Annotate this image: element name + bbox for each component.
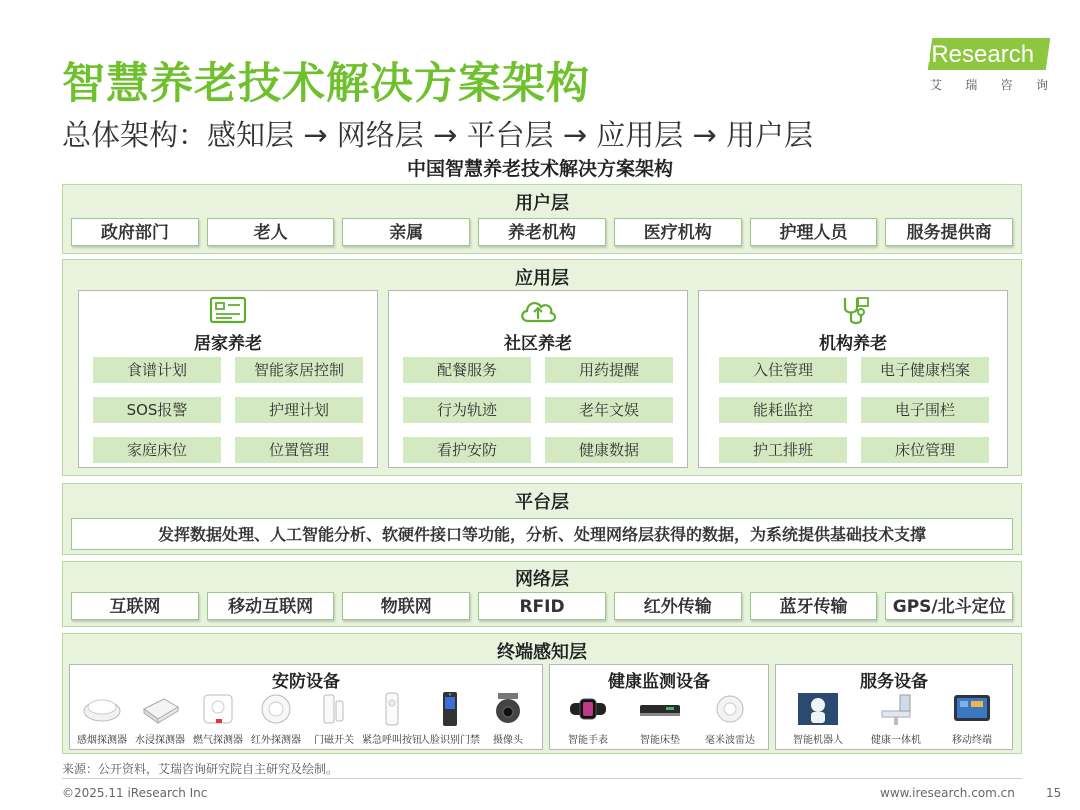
app-item: 看护安防 [403, 437, 531, 463]
app-item: 能耗监控 [719, 397, 847, 423]
app-item: 行为轨迹 [403, 397, 531, 423]
stethoscope-icon [833, 295, 873, 327]
gas-detector-icon [196, 691, 240, 727]
diagram-title: 中国智慧养老技术解决方案架构 [406, 158, 673, 180]
user-item: 服务提供商 [885, 218, 1013, 246]
network-layer [62, 561, 1022, 627]
network-item: 蓝牙传输 [750, 592, 878, 620]
app-item: 老年文娱 [545, 397, 673, 423]
device-item [362, 691, 422, 746]
radar-icon [708, 691, 752, 727]
app-item: 健康数据 [545, 437, 673, 463]
device-label: 感烟探测器 [77, 735, 127, 746]
user-item: 护理人员 [750, 218, 878, 246]
door-sensor-icon [312, 691, 356, 727]
device-group-title: 健康监测设备 [608, 672, 710, 692]
app-group-community-care [388, 290, 688, 468]
network-item: 移动互联网 [207, 592, 335, 620]
app-item: 电子健康档案 [861, 357, 989, 383]
application-layer [62, 259, 1022, 476]
footer-divider [62, 778, 1022, 779]
device-label: 红外探测器 [251, 735, 301, 746]
device-group-health [549, 664, 769, 750]
device-group-service [775, 664, 1013, 750]
device-group-security [69, 664, 543, 750]
app-item: 电子围栏 [861, 397, 989, 423]
logo-char: 询 [1035, 78, 1048, 92]
user-item: 政府部门 [71, 218, 199, 246]
device-label: 智能机器人 [793, 735, 843, 746]
app-item: 用药提醒 [545, 357, 673, 383]
platform-layer [62, 483, 1022, 555]
platform-layer-title: 平台层 [515, 492, 569, 513]
logo-char: 瑞 [965, 78, 978, 92]
device-item [130, 691, 190, 746]
device-label: 人脸识别门禁 [420, 735, 480, 746]
source-note: 来源：公开资料，艾瑞咨询研究院自主研究及绘制。 [62, 762, 339, 776]
copyright: ©2025.11 iResearch Inc [62, 786, 208, 800]
logo-char: 咨 [1000, 78, 1013, 92]
app-group-name: 机构养老 [819, 334, 887, 354]
robot-icon [796, 691, 840, 727]
network-item: GPS/北斗定位 [885, 592, 1013, 620]
device-label: 燃气探测器 [193, 735, 243, 746]
app-item: SOS报警 [93, 397, 221, 423]
water-detector-icon [138, 691, 182, 727]
device-item [866, 691, 926, 746]
smart-mattress-icon [638, 691, 682, 727]
device-group-title: 安防设备 [272, 672, 340, 692]
camera-icon [486, 691, 530, 727]
user-layer-items [71, 218, 1013, 246]
terminal-layer [62, 633, 1022, 754]
network-item: 红外传输 [614, 592, 742, 620]
infrared-detector-icon [254, 691, 298, 727]
device-label: 水浸探测器 [135, 735, 185, 746]
smoke-detector-icon [80, 691, 124, 727]
device-label: 健康一体机 [871, 735, 921, 746]
emergency-button-icon [370, 691, 414, 727]
device-item [700, 691, 760, 746]
app-item: 配餐服务 [403, 357, 531, 383]
page-title: 智慧养老技术解决方案架构 [62, 59, 590, 109]
logo-wordmark: iResearch [926, 41, 1035, 68]
device-label: 紧急呼叫按钮 [362, 735, 422, 746]
app-item: 位置管理 [235, 437, 363, 463]
device-item [420, 691, 480, 746]
dashboard-icon [208, 295, 248, 327]
page-number: 15 [1046, 786, 1062, 800]
app-group-institutional-care [698, 290, 1008, 468]
network-layer-items [71, 592, 1013, 620]
platform-description: 发挥数据处理、人工智能分析、软硬件接口等功能，分析、处理网络层获得的数据，为系统提供基础技术支撑 [71, 518, 1013, 550]
device-item [558, 691, 618, 746]
network-item: 物联网 [342, 592, 470, 620]
terminal-layer-title: 终端感知层 [497, 642, 587, 663]
device-label: 智能手表 [568, 735, 608, 746]
user-item: 老人 [207, 218, 335, 246]
cloud-upload-icon [518, 295, 558, 327]
network-item: RFID [478, 592, 606, 620]
network-layer-title: 网络层 [515, 569, 569, 590]
device-item [188, 691, 248, 746]
user-item: 亲属 [342, 218, 470, 246]
app-item: 家庭床位 [93, 437, 221, 463]
app-group-home-care [78, 290, 378, 468]
device-label: 移动终端 [952, 735, 992, 746]
website-link[interactable]: www.iresearch.com.cn [880, 786, 1015, 800]
app-item: 床位管理 [861, 437, 989, 463]
device-item [478, 691, 538, 746]
user-layer [62, 184, 1022, 254]
device-item [246, 691, 306, 746]
health-kiosk-icon [874, 691, 918, 727]
network-item: 互联网 [71, 592, 199, 620]
device-label: 智能床垫 [640, 735, 680, 746]
user-item: 医疗机构 [614, 218, 742, 246]
app-item: 入住管理 [719, 357, 847, 383]
device-label: 门磁开关 [314, 735, 354, 746]
device-group-title: 服务设备 [860, 672, 928, 692]
app-item: 护工排班 [719, 437, 847, 463]
user-layer-title: 用户层 [515, 193, 569, 214]
device-item [788, 691, 848, 746]
user-item: 养老机构 [478, 218, 606, 246]
mobile-terminal-icon [950, 691, 994, 727]
app-group-name: 社区养老 [504, 334, 572, 354]
page-subtitle: 总体架构：感知层 → 网络层 → 平台层 → 应用层 → 用户层 [62, 118, 813, 152]
app-item: 食谱计划 [93, 357, 221, 383]
face-recognition-icon [428, 691, 472, 727]
device-item [304, 691, 364, 746]
device-item [630, 691, 690, 746]
application-layer-title: 应用层 [515, 268, 569, 289]
logo-subtext [930, 76, 1048, 93]
app-item: 护理计划 [235, 397, 363, 423]
app-item: 智能家居控制 [235, 357, 363, 383]
device-item [72, 691, 132, 746]
device-label: 毫米波雷达 [705, 735, 755, 746]
device-item [942, 691, 1002, 746]
smartwatch-icon [566, 691, 610, 727]
device-label: 摄像头 [493, 735, 523, 746]
logo-char: 艾 [930, 78, 943, 92]
app-group-name: 居家养老 [194, 334, 262, 354]
